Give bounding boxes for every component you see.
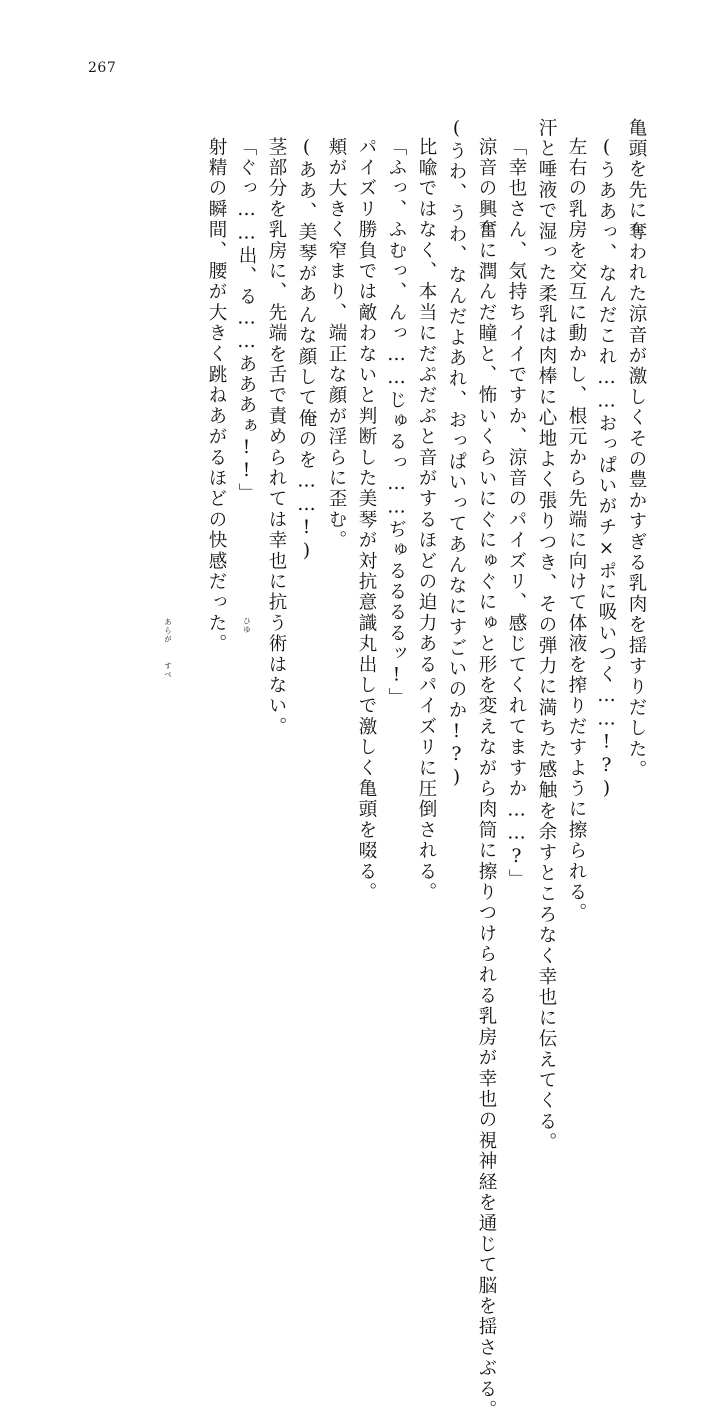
- text-line: 比喩ではなく、本当にだぷだぷと音がするほどの迫力あるパイズリに圧倒される。: [416, 137, 437, 903]
- ruby-annotation: すべ: [163, 662, 173, 679]
- ruby-annotation: あらが: [163, 618, 173, 644]
- ruby-annotation: ひゆ: [242, 617, 252, 634]
- text-line: 茎部分を乳房に、先端を舌で責められては幸也に抗う術はない。: [266, 137, 287, 738]
- text-line: 「ぐっ……出、る……あああぁ!!」: [236, 137, 257, 504]
- text-line: 射精の瞬間、腰が大きく跳ねあがるほどの快感だった。: [206, 137, 227, 655]
- text-line: (うああっ、なんだこれ……おっぱいがチ×ポに吸いつく……!?): [596, 137, 617, 802]
- text-line: 亀頭を先に奪われた涼音が激しくその豊かすぎる乳肉を揺すりだした。: [626, 118, 647, 781]
- text-line: (うわ、うわ、なんだよあれ、おっぱいってあんなにすごいのか!?): [446, 118, 467, 791]
- page-number: 267: [88, 60, 117, 76]
- vertical-text-block: [60, 118, 647, 1420]
- text-line: 涼音の興奮に潤んだ瞳と、怖いくらいにぐにゅぐにゅと形を変えながら肉筒に擦りつけられる乳房が幸也の視神経を通じて脳を揺さぶる。: [476, 137, 497, 1420]
- text-line: 汗と唾液で湿った柔乳は肉棒に心地よく張りつき、その弾力に満ちた感触を余すところなく幸也に伝えてくる。: [536, 118, 557, 1154]
- text-line: 左右の乳房を交互に動かし、根元から先端に向けて体液を搾りだすように擦られる。: [566, 137, 587, 924]
- text-line: パイズリ勝負では敵わないと判断した美琴が対抗意識丸出しで激しく亀頭を啜る。: [356, 137, 377, 903]
- text-line: 頬が大きく窄まり、端正な顔が淫らに歪む。: [326, 137, 347, 551]
- text-line: (ああ、美琴があんな顔して俺のを……!): [296, 137, 317, 564]
- text-line: 「幸也さん、気持ちイイですか、涼音のパイズリ、感じてくれてますか……?」: [506, 137, 527, 890]
- text-line: 「ふっ、ふむっ、んっ……じゅるっ……ぢゅるるるるッ!」: [386, 137, 407, 709]
